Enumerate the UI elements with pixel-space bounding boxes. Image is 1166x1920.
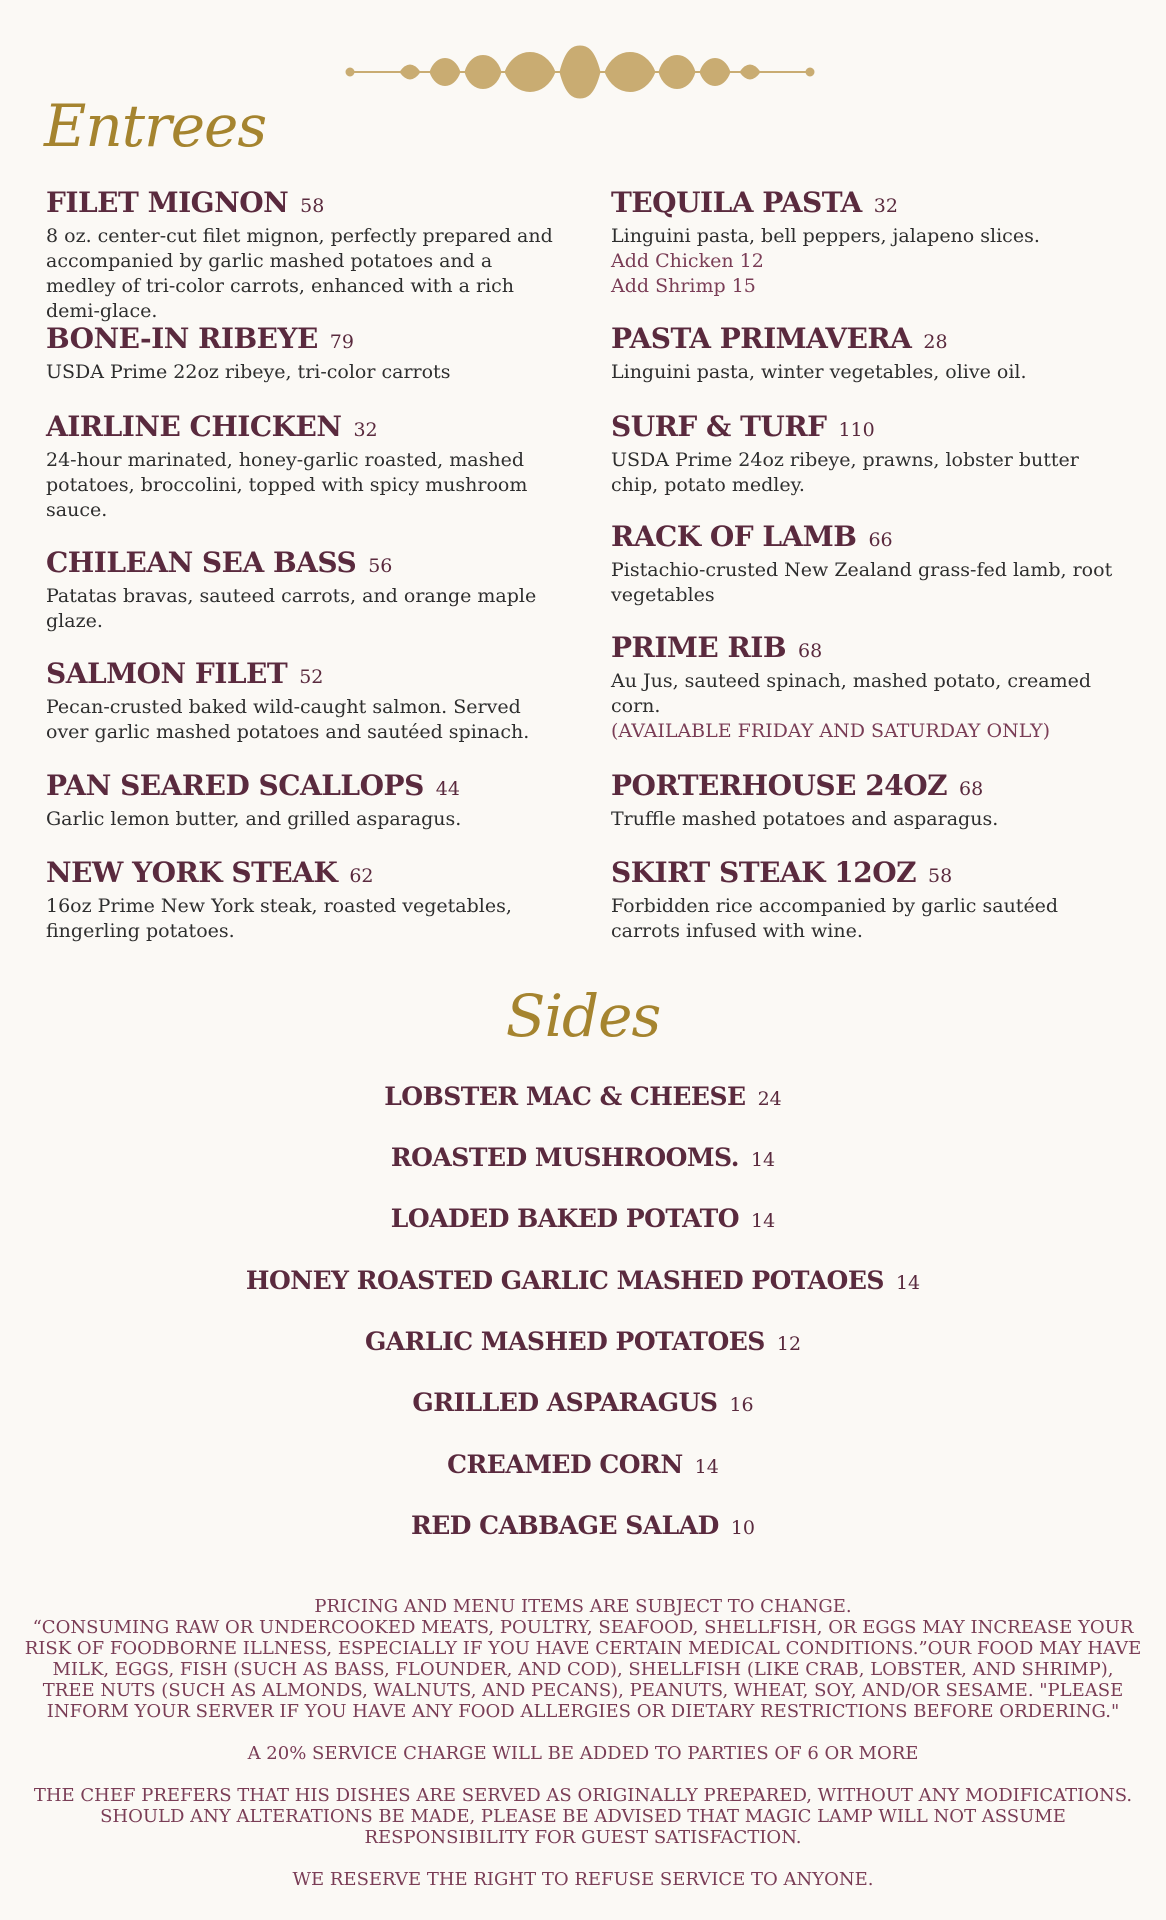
service-charge-notice: A 20% SERVICE CHARGE WILL BE ADDED TO PARTIES OF 6 OR MORE: [247, 1743, 919, 1764]
item-description: Pistachio-crusted New Zealand grass-fed lamb, root vegetables: [611, 559, 1113, 606]
item-name: SURF & TURF: [611, 410, 827, 443]
menu-item: [46, 186, 566, 324]
item-name: RACK OF LAMB: [611, 520, 857, 553]
menu-footer: [24, 1596, 1142, 1890]
side-name: RED CABBAGE SALAD: [410, 1511, 719, 1540]
side-name: ROASTED MUSHROOMS.: [390, 1143, 739, 1172]
side-price: 10: [730, 1517, 756, 1539]
item-name: PRIME RIB: [611, 631, 787, 664]
item-price: 58: [928, 865, 953, 887]
item-price: 110: [838, 419, 875, 441]
side-item: [0, 1448, 1166, 1485]
food-safety-warning: “CONSUMING RAW OR UNDERCOOKED MEATS, POULTRY, SEAFOOD, SHELLFISH, OR EGGS MAY INCREASE YOUR RISK OF FOODBORNE ILLNESS, ESPECIALLY IF YOU HAVE CERTAIN MEDICAL CONDITIONS.”OUR FOOD MAY HAVE MILK, EGGS, FISH (SUCH AS BASS, FLOUNDER, AND COD), SHELLFISH (LIKE CRAB, LOBSTER, AND SHRIMP), TREE NUTS (SUCH AS ALMONDS, WALNUTS, AND PECANS), PEANUTS, WHEAT, SOY, AND/OR SESAME. "PLEASE INFORM YOUR SERVER IF YOU HAVE ANY FOOD ALLERGIES OR DIETARY RESTRICTIONS BEFORE ORDERING.": [24, 1617, 1142, 1722]
menu-item: [46, 546, 566, 634]
menu-item: [611, 520, 1131, 608]
chef-notice: THE CHEF PREFERS THAT HIS DISHES ARE SERVED AS ORIGINALLY PREPARED, WITHOUT ANY MODIFICATIONS. SHOULD ANY ALTERATIONS BE MADE, PLEASE BE ADVISED THAT MAGIC LAMP WILL NOT ASSUME RESPONSIBILITY FOR GUEST SATISFACTION.: [33, 1785, 1133, 1848]
item-price: 44: [435, 778, 460, 800]
menu-item: [46, 322, 566, 385]
item-name: AIRLINE CHICKEN: [46, 410, 342, 443]
item-price: 66: [868, 529, 893, 551]
side-name: GRILLED ASPARAGUS: [412, 1388, 718, 1417]
menu-item: [611, 322, 1131, 385]
menu-item: [611, 631, 1131, 744]
item-description: 24-hour marinated, honey-garlic roasted, mashed potatoes, broccolini, topped with spicy mushroom sauce.: [46, 449, 528, 521]
side-name: LOBSTER MAC & CHEESE: [384, 1082, 746, 1111]
item-price: 28: [923, 331, 948, 353]
entrees-heading: Entrees: [44, 92, 267, 160]
item-price: 68: [959, 778, 984, 800]
item-description: Truffle mashed potatoes and asparagus.: [611, 808, 999, 830]
item-addon: Add Chicken 12: [611, 250, 764, 272]
side-item: [0, 1080, 1166, 1117]
item-name: SKIRT STEAK 12OZ: [611, 856, 917, 889]
item-description: Patatas bravas, sauteed carrots, and orange maple glaze.: [46, 585, 537, 632]
side-item: [0, 1325, 1166, 1362]
item-description: Linguini pasta, bell peppers, jalapeno slices.: [611, 225, 1040, 247]
side-item: [0, 1264, 1166, 1301]
item-description: 8 oz. center-cut filet mignon, perfectly prepared and accompanied by garlic mashed potatoes and a medley of tri-color carrots, enhanced with a rich demi-glace.: [46, 225, 553, 322]
menu-item: [46, 410, 566, 523]
item-name: TEQUILA PASTA: [611, 186, 862, 219]
item-availability-note: (AVAILABLE FRIDAY AND SATURDAY ONLY): [611, 720, 1051, 742]
menu-item: [611, 769, 1131, 832]
item-description: Pecan-crusted baked wild-caught salmon. Served over garlic mashed potatoes and sautéed spinach.: [46, 696, 530, 743]
item-description: Au Jus, sauteed spinach, mashed potato, creamed corn.: [611, 670, 1092, 717]
item-description: USDA Prime 24oz ribeye, prawns, lobster butter chip, potato medley.: [611, 449, 1079, 496]
side-name: GARLIC MASHED POTATOES: [364, 1327, 765, 1356]
side-item: [0, 1141, 1166, 1178]
ornament-divider-icon: [340, 44, 820, 100]
item-name: BONE-IN RIBEYE: [46, 322, 318, 355]
side-name: HONEY ROASTED GARLIC MASHED POTAOES: [245, 1266, 884, 1295]
menu-item: [611, 856, 1131, 944]
side-price: 16: [729, 1394, 754, 1416]
item-name: NEW YORK STEAK: [46, 856, 338, 889]
item-price: 79: [329, 331, 354, 353]
item-name: SALMON FILET: [46, 657, 288, 690]
side-name: CREAMED CORN: [447, 1450, 683, 1479]
menu-item: [46, 769, 566, 832]
pricing-notice: PRICING AND MENU ITEMS ARE SUBJECT TO CHANGE.: [314, 1596, 852, 1617]
item-addon: Add Shrimp 15: [611, 275, 756, 297]
item-price: 56: [368, 555, 393, 577]
side-price: 12: [776, 1333, 802, 1355]
item-price: 52: [299, 666, 324, 688]
item-price: 58: [300, 195, 325, 217]
side-price: 14: [694, 1456, 719, 1478]
item-description: 16oz Prime New York steak, roasted vegetables, fingerling potatoes.: [46, 895, 512, 942]
item-name: PORTERHOUSE 24OZ: [611, 769, 948, 802]
item-description: Garlic lemon butter, and grilled asparagus.: [46, 808, 462, 830]
side-price: 24: [757, 1088, 782, 1110]
item-description: Linguini pasta, winter vegetables, olive oil.: [611, 361, 1027, 383]
item-description: Forbidden rice accompanied by garlic sautéed carrots infused with wine.: [611, 895, 1059, 942]
side-item: [0, 1386, 1166, 1423]
side-price: 14: [751, 1210, 776, 1232]
menu-item: [46, 657, 566, 745]
item-price: 32: [873, 195, 898, 217]
item-name: PAN SEARED SCALLOPS: [46, 769, 424, 802]
item-description: USDA Prime 22oz ribeye, tri-color carrots: [46, 361, 451, 383]
menu-item: [611, 410, 1131, 498]
reserve-right-notice: WE RESERVE THE RIGHT TO REFUSE SERVICE TO ANYONE.: [292, 1869, 874, 1890]
side-item: [0, 1509, 1166, 1546]
side-price: 14: [895, 1272, 921, 1294]
sides-heading: Sides: [505, 982, 661, 1050]
item-price: 62: [349, 865, 374, 887]
side-price: 14: [750, 1149, 776, 1171]
item-price: 32: [353, 419, 378, 441]
item-price: 68: [798, 640, 823, 662]
side-name: LOADED BAKED POTATO: [390, 1204, 740, 1233]
menu-item: [46, 856, 566, 944]
menu-item: [611, 186, 1131, 299]
side-item: [0, 1202, 1166, 1239]
item-name: PASTA PRIMAVERA: [611, 322, 912, 355]
item-name: CHILEAN SEA BASS: [46, 546, 357, 579]
item-name: FILET MIGNON: [46, 186, 289, 219]
